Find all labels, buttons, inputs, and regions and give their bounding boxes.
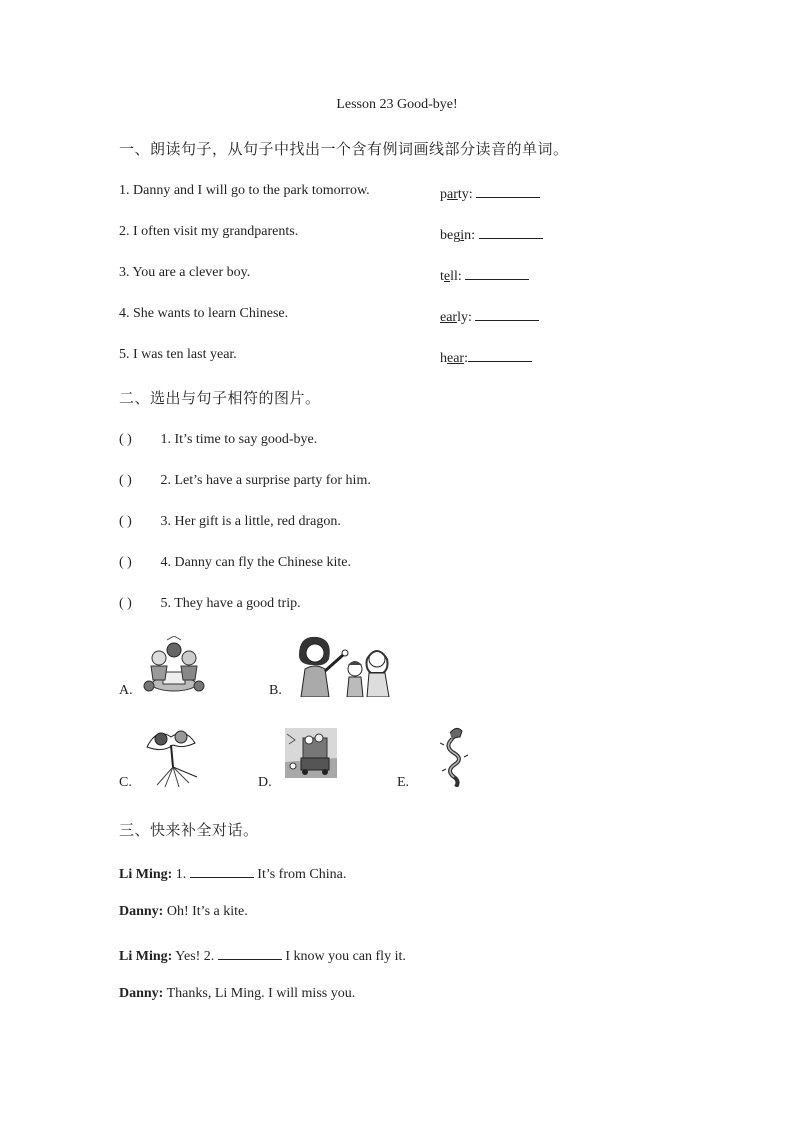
s2-item-5: ( ) 5. They have a good trip. (119, 596, 301, 611)
answer-blank[interactable] (479, 224, 543, 239)
option-d-label: D. (258, 775, 272, 790)
section-3-heading: 三、快来补全对话。 (119, 821, 259, 839)
option-b-label: B. (269, 683, 282, 698)
answer-paren[interactable]: ( ) (119, 473, 132, 488)
answer-blank[interactable] (468, 347, 532, 362)
answer-blank[interactable] (475, 306, 539, 321)
s2-item-2: ( ) 2. Let’s have a surprise party for him. (119, 473, 371, 488)
s1-sentence-5: 5. I was ten last year. (119, 347, 237, 362)
option-e-label: E. (397, 775, 410, 790)
answer-paren[interactable]: ( ) (119, 514, 132, 529)
s1-sentence-2: 2. I often visit my grandparents. (119, 224, 299, 239)
s1-example-1: party: (440, 183, 540, 203)
dialogue-line-2: Danny: Oh! It’s a kite. (119, 904, 248, 919)
answer-blank[interactable] (476, 183, 540, 198)
dragon-picture (440, 725, 470, 787)
option-a-label: A. (119, 683, 133, 698)
section-2-heading: 二、选出与句子相符的图片。 (119, 389, 321, 407)
dialogue-line-3: Li Ming: Yes! 2. I know you can fly it. (119, 945, 406, 965)
s1-example-3: tell: (440, 265, 529, 285)
s1-example-4: early: (440, 306, 539, 326)
s2-item-3: ( ) 3. Her gift is a little, red dragon. (119, 514, 341, 529)
answer-blank[interactable] (190, 863, 254, 878)
s1-sentence-3: 3. You are a clever boy. (119, 265, 251, 280)
kite-picture (143, 727, 201, 789)
answer-blank[interactable] (465, 265, 529, 280)
answer-paren[interactable]: ( ) (119, 555, 132, 570)
s1-example-5: hear: (440, 347, 532, 367)
s2-item-4: ( ) 4. Danny can fly the Chinese kite. (119, 555, 352, 570)
answer-paren[interactable]: ( ) (119, 596, 132, 611)
goodbye-picture (293, 633, 395, 697)
page-title: Lesson 23 Good-bye! (336, 97, 458, 112)
party-picture (143, 636, 205, 696)
dialogue-line-1: Li Ming: 1. It’s from China. (119, 863, 346, 883)
section-1-heading: 一、朗读句子，从句子中找出一个含有例词画线部分读音的单词。 (119, 140, 569, 158)
s2-item-1: ( ) 1. It’s time to say good-bye. (119, 432, 318, 447)
trip-picture (285, 728, 337, 778)
dialogue-line-4: Danny: Thanks, Li Ming. I will miss you. (119, 986, 356, 1001)
option-c-label: C. (119, 775, 132, 790)
s1-sentence-1: 1. Danny and I will go to the park tomorrow. (119, 183, 370, 198)
s1-example-2: begin: (440, 224, 543, 244)
answer-blank[interactable] (218, 945, 282, 960)
answer-paren[interactable]: ( ) (119, 432, 132, 447)
s1-sentence-4: 4. She wants to learn Chinese. (119, 306, 289, 321)
